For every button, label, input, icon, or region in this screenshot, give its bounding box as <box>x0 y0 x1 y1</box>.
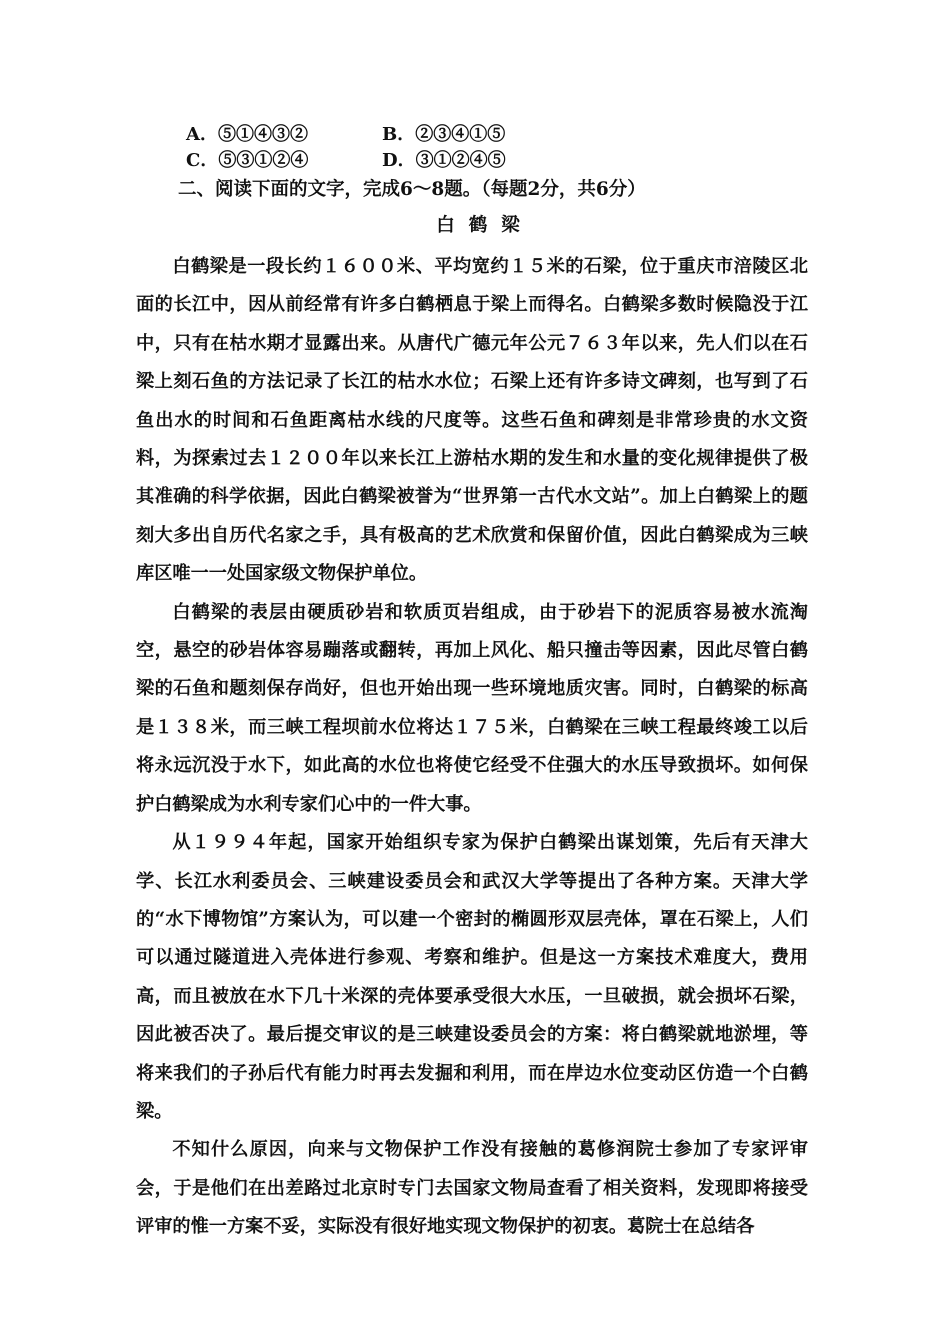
option-c: C．⑤③①②④ <box>186 150 309 171</box>
paragraph: 白鹤梁是一段长约１６００米、平均宽约１５米的石梁，位于重庆市涪陵区北面的长江中，因从前经常有许多白鹤栖息于梁上而得名。白鹤梁多数时候隐没于江中，只有在枯水期才显露出来。从唐代广德元年公元７６３年以来，先人们以在石梁上刻石鱼的方法记录了长江的枯水水位；石梁上还有许多诗文碑刻，也写到了石鱼出水的时间和石鱼距离枯水线的尺度等。这些石鱼和碑刻是非常珍贵的水文资料，为探索过去１２００年以来长江上游枯水期的发生和水量的变化规律提供了极其准确的科学依据，因此白鹤梁被誉为“世界第一古代水文站”。加上白鹤梁上的题刻大多出自历代名家之手，具有极高的艺术欣赏和保留价值，因此白鹤梁成为三峡库区唯一一处国家级文物保护单位。 <box>136 256 808 585</box>
section-heading: 二、阅读下面的文字，完成6～8题。（每题2分，共6分） <box>178 179 646 200</box>
options-row-1 <box>186 122 578 148</box>
article-title: 白鹤梁 <box>436 215 534 236</box>
option-b: B．②③④①⑤ <box>382 124 506 145</box>
option-a: A．⑤①④③② <box>186 124 308 145</box>
paragraph: 白鹤梁的表层由硬质砂岩和软质页岩组成，由于砂岩下的泥质容易被水流淘空，悬空的砂岩体容易蹦落或翻转，再加上风化、船只撞击等因素，因此尽管白鹤梁的石鱼和题刻保存尚好，但也开始出现一些环境地质灾害。同时，白鹤梁的标高是１３８米，而三峡工程坝前水位将达１７５米，白鹤梁在三峡工程最终竣工以后将永远沉没于水下，如此高的水位也将使它经受不住强大的水压导致损坏。如何保护白鹤梁成为水利专家们心中的一件大事。 <box>136 601 808 815</box>
paragraph: 从１９９４年起，国家开始组织专家为保护白鹤梁出谋划策，先后有天津大学、长江水利委员会、三峡建设委员会和武汉大学等提出了各种方案。天津大学的“水下博物馆”方案认为，可以建一个密封的椭圆形双层壳体，罩在石梁上，人们可以通过隧道进入壳体进行参观、考察和维护。但是这一方案技术难度大，费用高，而且被放在水下几十米深的壳体要承受很大水压，一旦破损，就会损坏石梁，因此被否决了。最后提交审议的是三峡建设委员会的方案：将白鹤梁就地淤埋，等将来我们的子孙后代有能力时再去发掘和利用，而在岸边水位变动区仿造一个白鹤梁。 <box>136 832 808 1122</box>
options-row-2 <box>186 148 578 174</box>
paragraph: 不知什么原因，向来与文物保护工作没有接触的葛修润院士参加了专家评审会，于是他们在出差路过北京时专门去国家文物局查看了相关资料，发现即将接受评审的惟一方案不妥，实际没有很好地实现文物保护的初衷。葛院士在总结各 <box>136 1139 808 1238</box>
option-d: D．③①②④⑤ <box>382 150 506 171</box>
answer-options <box>186 122 578 174</box>
article-body <box>136 248 808 1247</box>
